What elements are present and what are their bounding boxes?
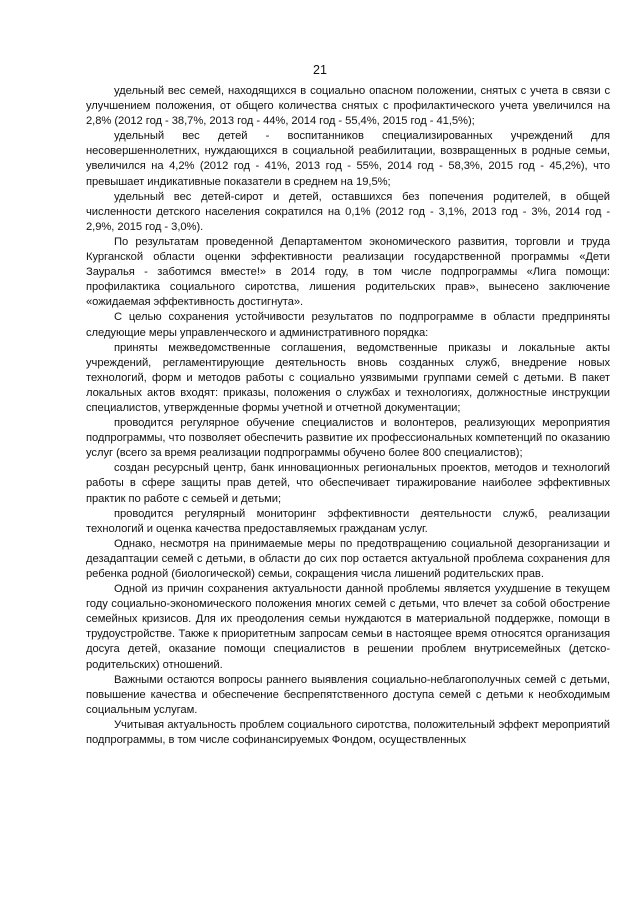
paragraph-considering: Учитывая актуальность проблем социального сиротства, положительный эффект мероприятий подпрограммы, в том числе софинансируемых Фондом, осуществленных [86, 718, 610, 747]
paragraph-however: Однако, несмотря на принимаемые меры по предотвращению социальной дезорганизации и дезадаптации семей с детьми, в области до сих пор остается актуальной проблема сохранения для ребенка родной (биологической) семьи, сокращения числа лишений родительских прав. [86, 537, 610, 580]
document-body [86, 84, 610, 748]
paragraph-agreements: приняты межведомственные соглашения, ведомственные приказы и локальные акты учреждений, регламентирующие деятельность вновь созданных служб, внедрение новых технологий, форм и методов работы с социально уязвимыми группами семей с детьми. В пакет локальных актов входят: приказы, положения о службах и технологиях, должностные инструкции специалистов, утвержденные формы учетной и отчетной документации; [86, 341, 610, 414]
paragraph-training: проводится регулярное обучение специалистов и волонтеров, реализующих мероприятия подпрограммы, что позволяет обеспечить развитие их профессиональных компетенций по оказанию услуг (всего за время реализации подпрограммы обучено более 800 специалистов); [86, 417, 610, 460]
paragraph-orphans-share: удельный вес детей-сирот и детей, оставшихся без попечения родителей, в общей численности детского населения сократился на 0,1% (2012 год - 3,1%, 2013 год - 3%, 2014 год - 2,9%, 2015 год - 3,0%). [86, 190, 610, 233]
paragraph-important-issues: Важными остаются вопросы раннего выявления социально-неблагополучных семей с детьми, повышение качества и обеспечение беспрепятственного доступа семей с детьми к необходимым социальным услугам. [86, 673, 610, 716]
paragraph-children-returned: удельный вес детей - воспитанников специализированных учреждений для несовершеннолетних, нуждающихся в социальной реабилитации, возвращенных в родные семьи, увеличился на 4,2% (2012 год - 41%, 2013 год - 55%, 2014 год - 58,3%, 2015 год - 45,2%), что превышает индикативные показатели в среднем на 19,5%; [86, 130, 610, 188]
page-number: 21 [313, 63, 327, 77]
paragraph-resource-center: создан ресурсный центр, банк инновационных региональных проектов, методов и технологий работы в сфере защиты прав детей, что обеспечивает тиражирование наиболее эффективных практик по работе с семьей и детьми; [86, 462, 610, 505]
paragraph-causes: Одной из причин сохранения актуальности данной проблемы является ухудшение в текущем году социально-экономического положения многих семей с детьми, что влечет за собой обострение семейных кризисов. Для их преодоления семьи нуждаются в материальной поддержке, помощи в трудоустройстве. Также к приоритетным запросам семьи в настоящее время относятся организация досуга детей, оказание помощи специалистов в решении проблем внутрисемейных (детско-родительских) отношений. [86, 583, 610, 671]
paragraph-efficiency-assessment: По результатам проведенной Департаментом экономического развития, торговли и труда Курганской области оценки эффективности реализации государственной программы «Дети Зауралья - заботимся вместе!» в 2014 году, в том числе подпрограммы «Лига помощи: профилактика социального сиротства, лишения родительских прав», вынесено заключение «ожидаемая эффективность достигнута». [86, 235, 610, 309]
paragraph-measures-intro: С целью сохранения устойчивости результатов по подпрограмме в области предприняты следующие меры управленческого и административного порядка: [86, 311, 610, 339]
paragraph-families-risk: удельный вес семей, находящихся в социально опасном положении, снятых с учета в связи с улучшением положения, от общего количества снятых с профилактического учета увеличился на 2,8% (2012 год - 38,7%, 2013 год - 44%, 2014 год - 55,4%, 2015 год - 41,5%); [86, 85, 610, 128]
paragraph-monitoring: проводится регулярный мониторинг эффективности деятельности служб, реализации технологий и оценка качества предоставляемых гражданам услуг. [86, 507, 610, 535]
